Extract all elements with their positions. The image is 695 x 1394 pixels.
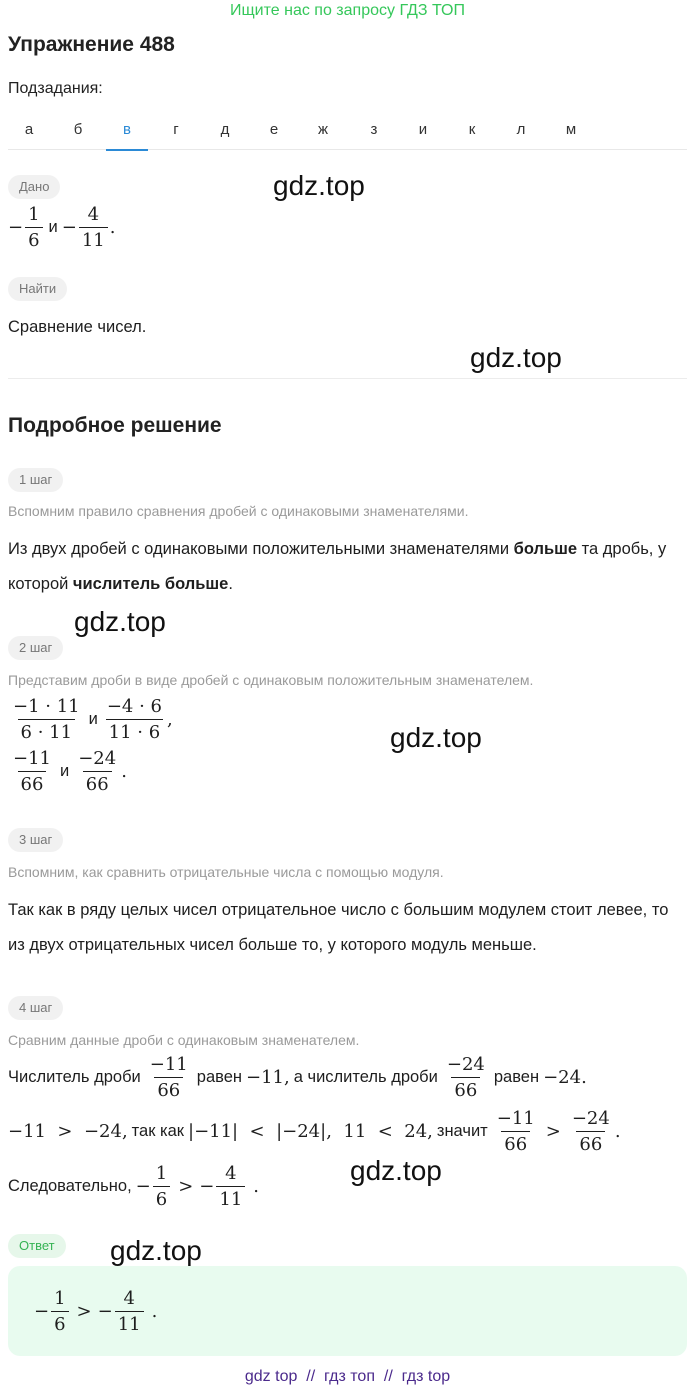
tab-v[interactable]: в [106,110,148,150]
search-banner: Ищите нас по запросу ГДЗ ТОП [230,2,465,19]
step-2-line-2: $\frac{-11}{66}$ и $\frac{-24}{66}$ . [8,748,127,795]
fraction: $\frac{1}{6}$ [153,1163,170,1210]
step-4-line-2: −11 > −24, так как |−11| < |−24|, 11 < 24, значит $\frac{-11}{66}$ > $\frac{-24}{66}$ . [8,1108,621,1155]
step-4-line-3: Следовательно, − $\frac{1}{6}$ > − $\frac{4}{11}$ . [8,1163,260,1210]
divider [8,378,687,379]
tab-g[interactable]: г [173,121,179,138]
tab-zh[interactable]: ж [317,121,329,138]
tab-m[interactable]: м [565,121,577,138]
step-1-chip: 1 шаг [8,468,63,492]
fraction: $\frac{4}{11}$ [115,1288,144,1335]
step-3-hint: Вспомним, как сравнить отрицательные числа с помощью модуля. [8,864,444,880]
watermark: gdz.top [390,722,482,753]
fraction: $\frac{1}{6}$ [25,204,42,251]
answer-chip: Ответ [8,1234,66,1258]
step-2-chip: 2 шаг [8,636,63,660]
footer-links[interactable]: gdz top // гдз топ // гдз top [244,1368,451,1385]
watermark: gdz.top [110,1235,202,1266]
subtasks-label: Подзадания: [8,80,103,97]
watermark: gdz.top [273,170,365,201]
solution-title: Подробное решение [8,414,222,437]
page-title: Упражнение 488 [8,33,175,56]
step-4-hint: Сравним данные дроби с одинаковым знаменателем. [8,1032,360,1048]
step-4-chip: 4 шаг [8,996,63,1020]
fraction: $\frac{-24}{66}$ [446,1054,485,1101]
step-3-text: Так как в ряду целых чисел отрицательное число с большим модулем стоит левее, то из двух отрицательных чисел больше то, у которого модуль меньше. [8,901,669,954]
watermark: gdz.top [470,342,562,373]
step-1-text: Из двух дробей с одинаковыми положительными знаменателями больше та дробь, у которой числитель больше. [8,540,667,593]
fraction: $\frac{-24}{66}$ [78,748,117,795]
answer-expression: − $\frac{1}{6}$ > − $\frac{4}{11}$ . [34,1288,158,1335]
tab-l[interactable]: л [516,121,526,138]
find-text: Сравнение чисел. [8,318,147,336]
fraction: $\frac{-11}{66}$ [13,748,51,795]
given-chip: Дано [8,175,60,199]
step-2-hint: Представим дроби в виде дробей с одинаковым положительным знаменателем. [8,672,534,688]
fraction: $\frac{4}{11}$ [79,204,108,251]
fraction: $\frac{-24}{66}$ [571,1108,610,1155]
step-2-line-1: $\frac{-1 \cdot 11}{6 \cdot 11}$ и $\frac{-4 \cdot 6}{11 \cdot 6}$ , [8,696,173,743]
tab-b[interactable]: б [73,121,83,138]
subtask-tabs [8,110,687,150]
fraction: $\frac{1}{6}$ [51,1288,68,1335]
tab-d[interactable]: д [220,121,230,138]
step-4-line-1: Числитель дроби $\frac{-11}{66}$ равен −11, а числитель дроби $\frac{-24}{66}$ равен −24. [8,1054,587,1101]
fraction: $\frac{-11}{66}$ [149,1054,188,1101]
find-chip: Найти [8,277,67,301]
tab-i[interactable]: и [418,121,428,138]
fraction: $\frac{-1 \cdot 11}{6 \cdot 11}$ [13,696,80,743]
watermark: gdz.top [74,606,166,637]
watermark: gdz.top [350,1155,442,1186]
fraction: $\frac{4}{11}$ [216,1163,245,1210]
given-expression: − $\frac{1}{6}$ и − $\frac{4}{11}$ . [8,204,116,251]
tab-e[interactable]: е [269,121,279,138]
tab-z[interactable]: з [370,121,378,138]
fraction: $\frac{-11}{66}$ [496,1108,535,1155]
tab-k[interactable]: к [468,121,476,138]
step-1-hint: Вспомним правило сравнения дробей с одинаковыми знаменателями. [8,503,469,519]
fraction: $\frac{-4 \cdot 6}{11 \cdot 6}$ [106,696,162,743]
step-3-chip: 3 шаг [8,828,63,852]
tab-a[interactable]: а [24,121,34,138]
